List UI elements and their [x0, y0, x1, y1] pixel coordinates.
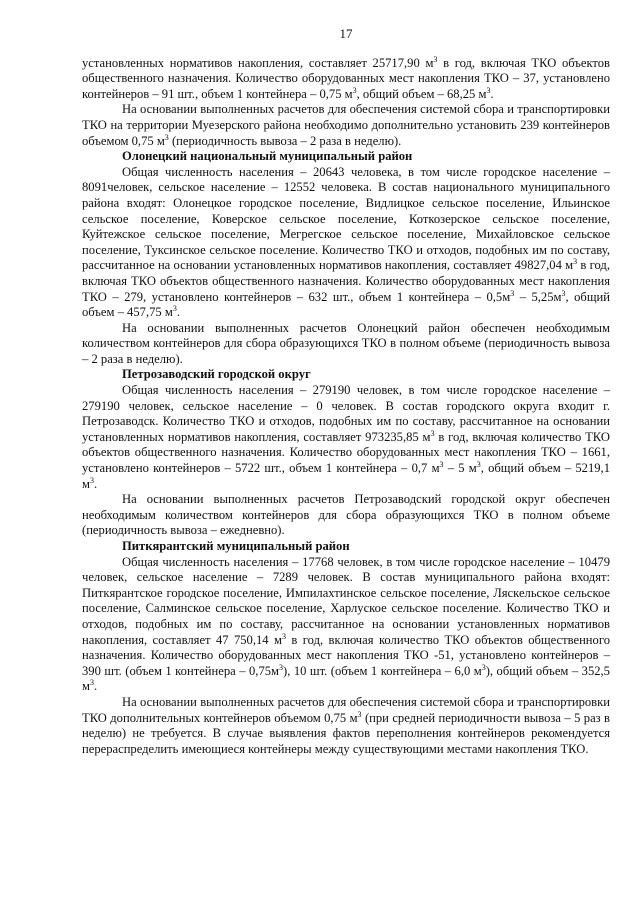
superscript: 3: [561, 288, 566, 298]
superscript: 3: [430, 428, 435, 438]
document-body: [82, 56, 610, 758]
page-number: 17: [339, 26, 353, 41]
text-run: Питкярантский муниципальный район: [122, 539, 350, 553]
text-run: На основании выполненных расчетов Олонецкий район обеспечен необходимым количеством контейнеров для сбора образующихся ТКО в полном объеме (периодичность вывоза – 2 раза в неделю).: [82, 320, 610, 366]
body-paragraph: [82, 492, 610, 539]
text-run: На основании выполненных расчетов Петрозаводский городской округ обеспечен необходимым количеством контейнеров для сбора образующихся ТКО в полном объеме (периодичность вывоза – ежедневно).: [82, 492, 610, 538]
body-paragraph: [82, 56, 610, 103]
text-run: , общий объем – 457,75 м: [82, 289, 610, 320]
superscript: 3: [476, 460, 481, 470]
superscript: 3: [439, 460, 444, 470]
superscript: 3: [433, 54, 438, 64]
document-page: [82, 26, 610, 757]
text-run: в год, включая ТКО объектов общественного назначения. Количество оборудованных мест накопления ТКО – 37, установлено контейнеров – 91 шт., объем 1 контейнера – 0,75 м: [82, 55, 610, 101]
body-paragraph: [82, 383, 610, 492]
superscript: 3: [89, 475, 94, 485]
text-run: .: [93, 476, 98, 491]
text-run: На основании выполненных расчетов для обеспечения системой сбора и транспортировки ТКО на территории Муезерского района необходимо дополнительно установить 239 контейнеров объемом 0,75 м: [82, 102, 610, 148]
text-run: (при средней периодичности вывоза – 5 раз в неделю) не требуется. В случае выявления фактов переполнения контейнеров рекомендуется перераспределить имеющиеся контейнеры между существующими местами накопления ТКО.: [82, 710, 610, 756]
body-paragraph: [82, 695, 610, 757]
text-run: (периодичность вывоза – 2 раза в неделю).: [168, 133, 402, 148]
text-run: .: [176, 305, 180, 320]
text-run: Общая численность населения – 279190 человек, в том числе городское население – 279190 человек, сельское население – 0 человек. В состав городского округа входит г. Петрозаводск. Количество ТКО и отходов, подобных им по составу, рассчитанное на основании установленных нормативов накопления, составляет 973235,85 м: [82, 383, 610, 444]
superscript: 3: [282, 631, 286, 641]
section-heading: [82, 367, 610, 383]
section-heading: [82, 149, 610, 165]
text-run: , общий объем – 68,25 м: [356, 86, 487, 101]
body-paragraph: [82, 165, 610, 321]
text-run: Петрозаводский городской округ: [122, 367, 311, 382]
text-run: – 5,25м: [514, 289, 562, 304]
body-paragraph: [82, 321, 610, 368]
text-run: Общая численность населения – 20643 человека, в том числе городское население – 8091человек, сельское население – 12552 человека. В состав национального муниципального района входят: Олонецкое городское поселение, Видлицкое сельское поселение, Ильинское сельское поселение, Коверское сельское поселение, Коткозерское сельское поселение, Куйтежское сельское поселение, Мегрегское сельское поселение, Михайловское сельское поселение, Туксинское сельское поселение. Количество ТКО и отходов, подобных им по составу, рассчитанное на основании установленных нормативов накопления, составляет 49827,04 м: [82, 164, 610, 273]
text-run: в год, включая количество ТКО объектов общественного назначения. Количество оборудованных мест накопления ТКО -51, установлено контейнеров – 390 шт. (объем 1 контейнера – 0,75м: [82, 632, 610, 678]
text-run: Олонецкий национальный муниципальный район: [122, 149, 413, 164]
text-run: ), общий объем – 352,5 м: [82, 663, 610, 694]
superscript: 3: [481, 662, 486, 672]
text-run: .: [93, 679, 98, 694]
superscript: 3: [279, 662, 284, 672]
text-run: – 5 м: [443, 461, 477, 476]
superscript: 3: [352, 85, 357, 95]
text-run: .: [490, 86, 494, 101]
text-run: установленных нормативов накопления, составляет 25717,90 м: [82, 55, 434, 70]
section-heading: [82, 539, 610, 555]
superscript: 3: [89, 678, 94, 688]
superscript: 3: [510, 288, 515, 298]
superscript: 3: [164, 132, 169, 142]
text-run: ), 10 шт. (объем 1 контейнера – 6,0 м: [283, 663, 482, 678]
text-run: в год, включая количество ТКО объектов общественного назначения. Количество оборудованных мест накопления ТКО – 1661, установлено контейнеров – 5722 шт., объем 1 контейнера – 0,7 м: [82, 429, 610, 476]
body-paragraph: [82, 102, 610, 149]
superscript: 3: [357, 709, 362, 719]
text-run: Общая численность населения – 17768 человек, в том числе городское население – 10479 человек, сельское население – 7289 человек. В состав муниципального района входят: Питкярантское городское поселение, Импилахтинское сельское поселение, Ляскельское сельское поселение, Салминское сельское поселение, Харлуское сельское поселение. Количество ТКО и отходов, подобных им по составу, рассчитанное на основании установленных нормативов накопления, составляет 47 750,14 м: [82, 554, 610, 647]
superscript: 3: [573, 257, 578, 267]
superscript: 3: [486, 85, 491, 95]
body-paragraph: [82, 555, 610, 695]
superscript: 3: [172, 304, 177, 314]
text-run: На основании выполненных расчетов для обеспечения системой сбора и транспортировки ТКО дополнительных контейнеров объемом 0,75 м: [82, 694, 610, 725]
text-run: в год, включая ТКО объектов общественного назначения. Количество оборудованных мест накопления ТКО – 279, установлено контейнеров – 632 шт., объем 1 контейнера – 0,5м: [82, 258, 610, 304]
text-run: , общий объем – 5219,1 м: [82, 461, 611, 491]
